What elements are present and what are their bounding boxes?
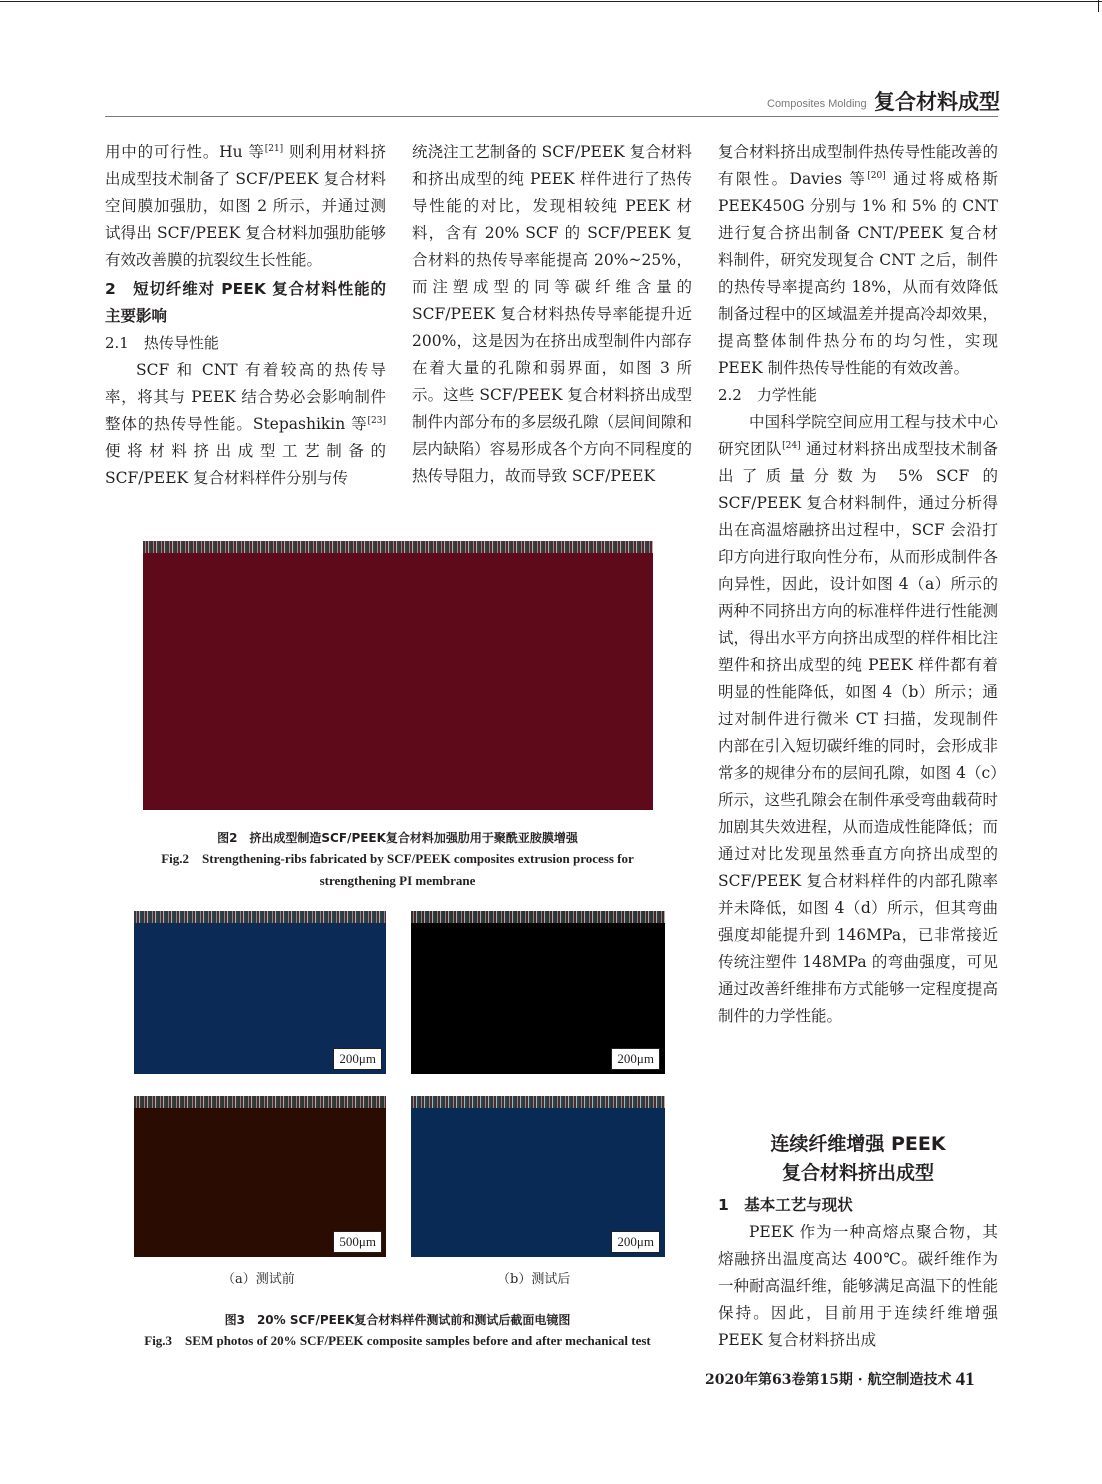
figure-3-panel-b-top <box>411 911 665 1074</box>
scale-bar: 200μm <box>333 1048 382 1070</box>
citation-ref[interactable]: [24] <box>782 440 801 451</box>
paragraph: SCF 和 CNT 有着较高的热传导率，将其与 PEEK 结合势必会影响制件整体的热传导性能。Stepashikin 等[23] 便将材料挤出成型工艺制备的 SCF/PEEK 复合材料样件分别与传 <box>105 361 386 487</box>
page-footer <box>705 1369 975 1391</box>
text-column-2 <box>412 139 692 490</box>
citation-ref[interactable]: [23] <box>367 415 386 426</box>
scale-bar: 500μm <box>333 1231 382 1253</box>
section-heading: 2 短切纤维对 PEEK 复合材料性能的主要影响 <box>105 280 386 325</box>
subsection-heading: 2.1 热传导性能 <box>105 334 219 352</box>
subfigure-label-a: （a）测试前 <box>222 1272 295 1287</box>
figure-2-image <box>143 541 653 810</box>
citation-ref[interactable]: [20] <box>867 170 886 181</box>
paragraph: 用中的可行性。Hu 等[21] 则利用材料挤出成型技术制备了 SCF/PEEK 复合材料空间膜加强肋，如图 2 所示，并通过测试得出 SCF/PEEK 复合材料加强肋能够有效改善膜的抗裂纹生长性能。 <box>105 143 386 269</box>
figure-3-caption <box>105 1310 690 1352</box>
citation-ref[interactable]: [21] <box>264 143 284 154</box>
figure-2-caption <box>105 828 690 892</box>
scale-bar: 200μm <box>611 1231 660 1253</box>
subsection-heading: 2.2 力学性能 <box>718 386 817 404</box>
text-column-1 <box>105 139 386 492</box>
header-rule <box>105 116 998 117</box>
paragraph: 中国科学院空间应用工程与技术中心研究团队[24] 通过材料挤出成型技术制备出了质量分数为 5% SCF 的 SCF/PEEK 复合材料制件，通过分析得出在高温熔融挤出过程中，SCF 会沿打印方向进行取向性分布，从而形成制件各向异性，因此，设计如图 4（a）所示的两种不同挤出方向的标准样件进行性能测试，得出水平方向挤出成型的样件相比注塑件和挤出成型的纯 PEEK 样件都有着明显的性能降低，如图 4（b）所示；通过对制件进行微米 CT 扫描，发现制件内部在引入短切碳纤维的同时，会形成非常多的规律分布的层间孔隙，如图 4（c）所示，这些孔隙会在制件承受弯曲载荷时加剧其失效进程，从而造成性能降低；而通过对比发现虽然垂直方向挤出成型的 SCF/PEEK 复合材料样件的内部孔隙率并未降低，如图 4（d）所示，但其弯曲强度却能提升到 146MPa，已非常接近传统注塑件 148MPa 的弯曲强度，可见通过改善纤维排布方式能够一定程度提高制件的力学性能。 <box>718 413 998 1025</box>
image-edge-noise <box>134 1096 386 1108</box>
major-section-heading: 连续纤维增强 PEEK 复合材料挤出成型 <box>770 1133 946 1184</box>
subfigure-label-b: （b）测试后 <box>497 1272 571 1287</box>
corner-mark <box>1098 0 1099 12</box>
text-column-3 <box>718 139 998 1030</box>
image-edge-noise <box>411 911 665 923</box>
scale-bar: 200μm <box>611 1048 660 1070</box>
figure-3-panel-b-bottom <box>411 1096 665 1257</box>
figure-3-panel-a-bottom <box>134 1096 386 1257</box>
journal-info: 2020年第63卷第15期 · 航空制造技术 <box>705 1372 952 1388</box>
paragraph: 复合材料挤出成型制件热传导性能改善的有限性。Davies 等[20] 通过将威格斯 PEEK450G 分别与 1% 和 5% 的 CNT 进行复合挤出制备 CNT/PEEK 复合材料制件，研究发现复合 CNT 之后，制件的热传导率提高约 18%，从而有效降低制备过程中的区域温差并提高冷却效果，提高整体制件热分布的均匀性，实现 PEEK 制件热传导性能的有效改善。 <box>718 143 998 377</box>
text-column-3-continued <box>718 1192 998 1354</box>
caption-en: Fig.2 Strengthening-ribs fabricated by SCF/PEEK composites extrusion process for <box>161 851 634 866</box>
figure-3-panel-a-top <box>134 911 386 1074</box>
paragraph: PEEK 作为一种高熔点聚合物，其熔融挤出温度高达 400℃。碳纤维作为一种耐高温纤维，能够满足高温下的性能保持。因此，目前用于连续纤维增强 PEEK 复合材料挤出成 <box>718 1223 998 1349</box>
paragraph: 统浇注工艺制备的 SCF/PEEK 复合材料和挤出成型的纯 PEEK 样件进行了热传导性能的对比，发现相较纯 PEEK 材料，含有 20% SCF 的 SCF/PEEK 复合材料的热传导率能提高 20%~25%，而注塑成型的同等碳纤维含量的 SCF/PEEK 复合材料热传导率能提升近 200%，这是因为在挤出成型制件内部存在着大量的孔隙和弱界面，如图 3 所示。这些 SCF/PEEK 复合材料挤出成型制件内部分布的多层级孔隙（层间间隙和层内缺陷）容易形成各个方向不同程度的热传导阻力，故而导致 SCF/PEEK <box>412 143 692 485</box>
caption-cn: 图3 20% SCF/PEEK复合材料样件测试前和测试后截面电镜图 <box>224 1313 571 1327</box>
section-heading: 1 基本工艺与现状 <box>718 1196 853 1214</box>
top-border-line <box>0 1 1102 2</box>
image-edge-noise <box>143 541 653 553</box>
caption-en: Fig.3 SEM photos of 20% SCF/PEEK composite samples before and after mechanical test <box>144 1333 651 1348</box>
image-edge-noise <box>134 911 386 923</box>
caption-en: strengthening PI membrane <box>319 873 476 888</box>
image-edge-noise <box>411 1096 665 1108</box>
running-header-subtitle: Composites Molding <box>767 98 867 110</box>
page-number: 41 <box>955 1369 975 1390</box>
caption-cn: 图2 挤出成型制造SCF/PEEK复合材料加强肋用于聚酰亚胺膜增强 <box>217 831 578 845</box>
running-header-title: 复合材料成型 <box>874 90 1000 114</box>
